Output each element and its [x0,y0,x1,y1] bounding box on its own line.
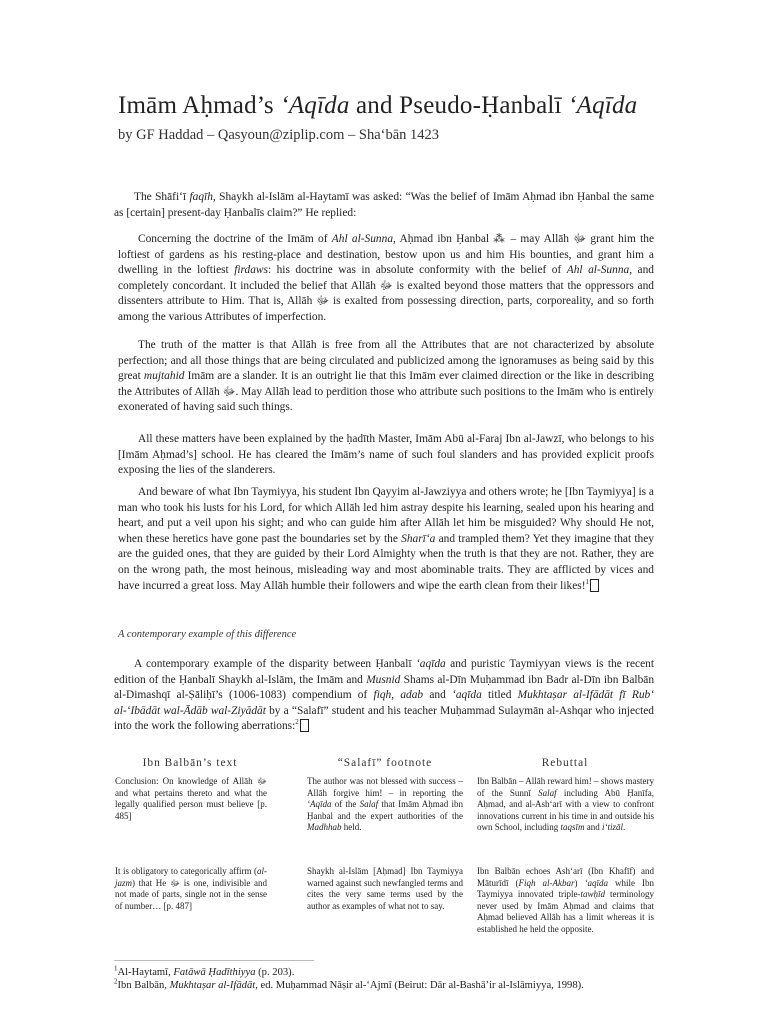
quote-paragraph-3: All these matters have been explained by the ḥadīth Master, Imām Abū al-Faraj Ibn al-Jawzī, who belongs to his [Imām Aḥmad’s] school. He has cleared the Imām’s name of such foul slanders and has provided explicit proofs exposing the lies of the slanderers. [118,433,654,477]
intro-paragraph: The Shāfi‘ī faqīh, Shaykh al-Islām al-Haytamī was asked: “Was the belief of Imām Aḥmad ibn Ḥanbal the same as [certain] present-day Ḥanbalīs claim?” He replied: [114,191,655,219]
table-cell-r2-c3: Ibn Balbān echoes Ash‘arī (Ibn Khafīf) and Māturīdī (Fiqh al-Akbar) ‘aqīda while Ibn Taymiyya innovated triple-tawḥīd terminology never used by Imām Aḥmad and claims that Aḥmad believed Allāh has a limit whereas it is established he held the opposite. [477,866,654,934]
title-italic-2: ‘Aqīda [568,92,638,119]
section-heading: A contemporary example of this difference [118,629,297,640]
byline: by GF Haddad – Qasyoun@ziplip.com – Sha‘bān 1423 [118,127,440,143]
footnote-1: $^1$Al-Haytamī, Fatāwā Ḥadīthiyya (p. 203). [114,964,295,978]
quote-paragraph-4: And beware of what Ibn Taymiyya, his student Ibn Qayyim al-Jawziyya and others wrote; he [Ibn Taymiyya] is a man who took his lusts for his Lord, for which Allāh led him astray despite his learning, sealed upon his hearing and heart, and put a veil upon his sight; and who can guide him after Allāh let him be misguided? Why should He not, when these heretics have gone past the boundaries set by the Sharī‘a and trampled them? Yet they imagine that they are the guided ones, that they are guided by their Lord Almighty when the truth is that they are not. Rather, they are on the wrong path, the most heinous, misleading way and most abominable traits. They are afflicted by vices and have incurred a great loss. May Allāh humble their followers and wipe the earth clean from their likes!$^1$ [118,486,654,592]
document-title [118,92,637,120]
quote-paragraph-1: Concerning the doctrine of the Imām of Ahl al-Sunna, Aḥmad ibn Ḥanbal ⁂ – may Allāh ﷻ grant him the loftiest of gardens as his resting-place and destination, bestow upon us and him His bounties, and grant him a dwelling in the loftiest firdaws: his doctrine was in absolute conformity with the belief of Ahl al-Sunna, and completely concordant. It included the belief that Allāh ﷻ is exalted beyond those matters that the oppressors and dissenters attribute to Him. That is, Allāh ﷻ is exalted from possessing direction, parts, corporeality, and so forth among the various Attributes of imperfection. [118,233,654,323]
footnote-ref-2[interactable]: 2 [295,718,299,727]
title-text-2: and Pseudo-Ḥanbalī [349,92,569,119]
table-cell-r1-c1: Conclusion: On knowledge of Allāh ﷻ and what pertains thereto and what the legally qualified person must believe [p. 485] [115,776,267,821]
table-header-ibn-balban: Ibn Balbān’s text [142,757,238,769]
table-header-rebuttal: Rebuttal [541,757,589,769]
table-cell-r1-c2: The author was not blessed with success – Allāh forgive him! – in reporting the ‘Aqīda of the Salaf that Imām Aḥmad ibn Ḥanbal and the expert authorities of the Madhhab held. [307,776,463,833]
footnote-divider [114,960,314,961]
table-cell-r1-c3: Ibn Balbān – Allāh reward him! – shows mastery of the Sunnī Salaf including Abū Ḥanīfa, Aḥmad, and al-Ash‘arī with a view to confront innovations current in his time in and outside his own School, including taqsīm and i‘tizāl. [477,776,654,833]
title-text-1: Imām Aḥmad’s [118,92,281,119]
contemporary-paragraph: A contemporary example of the disparity between Ḥanbalī ‘aqīda and puristic Taymiyyan views is the recent edition of the Ḥanbalī Shaykh al-Islām, the Imām and Musnid Shams al-Dīn Muḥammad ibn Badr al-Dīn ibn Balbān al-Dimashqī al-Ṣāliḥī’s (1006-1083) compendium of fiqh, adab and ‘aqīda titled Mukhtaṣar al-Ifādāt fī Rub‘ al-‘Ibādāt wal-Ādāb wal-Ziyādāt by a “Salafī” student and his teacher Muḥammad Sulaymān al-Ashqar who injected into the work the following aberrations:$^2$ [114,658,655,733]
title-italic-1: ‘Aqīda [280,92,350,119]
footnote-marker-2 [300,719,309,732]
footnote-marker-1 [590,579,599,592]
footnote-ref-1[interactable]: 1 [585,577,589,586]
table-cell-r2-c1: It is obligatory to categorically affirm (al-jazm) that He ﷻ is one, indivisible and not made of parts, single not in the sense of number… [p. 487] [115,866,267,911]
table-cell-r2-c2: Shaykh al-Islām [Aḥmad] Ibn Taymiyya warned against such newfangled terms and cites the very same terms used by the author as examples of what not to say. [307,866,463,911]
table-header-salafi-footnote: “Salafī” footnote [337,757,433,769]
footnote-2: $^2$Ibn Balbān, Mukhtaṣar al-Ifādāt, ed. Muḥammad Nāṣir al-‘Ajmī (Beirut: Dār al-Bashā’ir al-Islāmiyya, 1998). [114,977,584,991]
quote-paragraph-2: The truth of the matter is that Allāh is free from all the Attributes that are not characterized by absolute perfection; and all those things that are being circulated and publicized among the ignoramuses as being said by this great mujtahid Imām are a slander. It is an outright lie that this Imām ever claimed direction or the like in describing the Attributes of Allāh ﷻ. May Allāh lead to perdition those who attribute such positions to the Imām who is entirely exonerated of having said such things. [118,339,655,414]
